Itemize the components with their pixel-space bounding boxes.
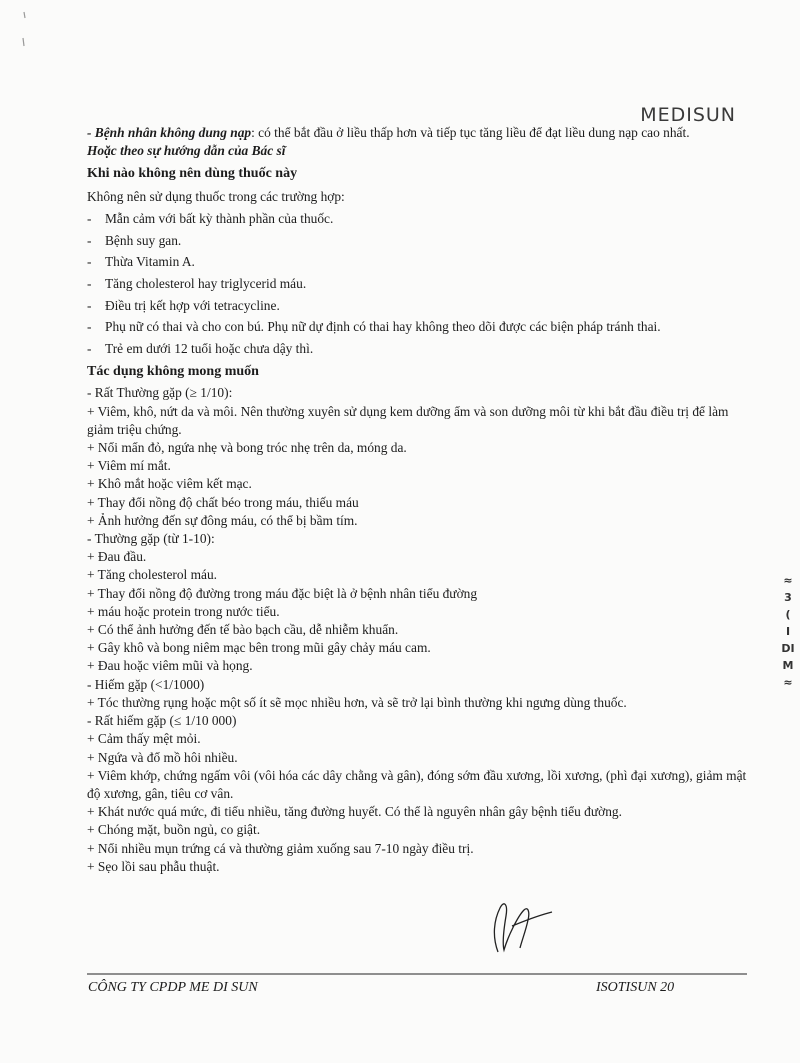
adverse-effect-item: + Đau đầu. <box>87 549 147 565</box>
adverse-effect-item: + Sẹo lồi sau phẫu thuật. <box>87 858 220 874</box>
adverse-effect-item: + Viêm mí mắt. <box>87 458 171 474</box>
list-dash: - <box>87 275 92 291</box>
contraindication-text: Điều trị kết hợp với tetracycline. <box>105 297 280 313</box>
signature <box>478 886 558 966</box>
doctor-guidance-line: Hoặc theo sự hướng dẫn của Bác sĩ <box>87 143 286 159</box>
contraindication-text: Mẫn cảm với bất kỳ thành phần của thuốc. <box>105 210 334 226</box>
list-dash: - <box>87 232 92 248</box>
frequency-heading: - Thường gặp (từ 1-10): <box>87 531 215 547</box>
stamp-glyph: 3 <box>784 591 792 604</box>
contraindication-item <box>87 275 747 293</box>
frequency-heading: - Rất Thường gặp (≥ 1/10): <box>87 385 233 401</box>
dosage-intolerant-paragraph <box>87 124 747 142</box>
adverse-effect-item: + Khát nước quá mức, đi tiểu nhiều, tăng đường huyết. Có thể là nguyên nhân gây bệnh tiểu đường. <box>87 804 622 820</box>
frequency-heading: - Rất hiếm gặp (≤ 1/10 000) <box>87 713 237 729</box>
stamp-fragment <box>776 572 800 691</box>
adverse-effect-item: + Thay đổi nồng độ đường trong máu đặc biệt là ở bệnh nhân tiểu đường <box>87 585 478 601</box>
stamp-glyph: ≈ <box>783 676 793 689</box>
footer-document-code: ISOTISUN 20 <box>596 980 675 995</box>
adverse-effect-item: + Có thể ảnh hưởng đến tế bào bạch cầu, dễ nhiễm khuẩn. <box>87 622 399 638</box>
adverse-effects-heading: Tác dụng không mong muốn <box>87 364 259 380</box>
frequency-heading: - Hiếm gặp (<1/1000) <box>87 676 205 692</box>
stamp-glyph: M <box>782 659 794 672</box>
intolerant-label: - Bệnh nhân không dung nạp <box>87 125 252 140</box>
stamp-glyph: DI <box>781 642 795 655</box>
contraindication-item <box>87 232 747 250</box>
adverse-effects-list <box>87 384 747 875</box>
footer-divider <box>87 973 747 975</box>
contraindication-text: Tăng cholesterol hay triglycerid máu. <box>105 275 307 291</box>
contraindications-intro: Không nên sử dụng thuốc trong các trường hợp: <box>87 188 345 204</box>
contraindication-text: Trẻ em dưới 12 tuổi hoặc chưa dậy thì. <box>105 341 314 357</box>
adverse-effect-item: + Thay đổi nồng độ chất béo trong máu, thiếu máu <box>87 494 359 510</box>
adverse-effect-item: + Tóc thường rụng hoặc một số ít sẽ mọc nhiều hơn, và sẽ trở lại bình thường khi ngưng dùng thuốc. <box>87 694 627 710</box>
contraindication-text: Bệnh suy gan. <box>105 232 182 248</box>
adverse-effect-item: + Đau hoặc viêm mũi và họng. <box>87 658 253 674</box>
contraindication-item <box>87 210 747 228</box>
adverse-effect-item: + Viêm khớp, chứng ngấm vôi (vôi hóa các dây chằng và gân), đóng sớm đầu xương, lồi xương, (phì đại xương), giảm mật độ xương, gân, tiêu cơ vân. <box>87 767 747 801</box>
contraindications-list <box>87 210 747 358</box>
adverse-effect-item: + Gây khô và bong niêm mạc bên trong mũi gây chảy máu cam. <box>87 640 431 656</box>
contraindication-item <box>87 297 747 315</box>
stamp-glyph: ( <box>785 608 791 621</box>
list-dash: - <box>87 341 92 357</box>
adverse-effect-item: + Cảm thấy mệt mỏi. <box>87 731 201 747</box>
adverse-effect-item: + Khô mắt hoặc viêm kết mạc. <box>87 476 252 492</box>
intolerant-text: : có thể bắt đầu ở liều thấp hơn và tiếp tục tăng liều để đạt liều dung nạp cao nhất. <box>251 125 690 140</box>
scan-mark <box>18 10 32 60</box>
adverse-effect-item: + Viêm, khô, nứt da và môi. Nên thường xuyên sử dụng kem dưỡng ẩm và son dưỡng môi từ khi bắt đầu điều trị để làm giảm triệu chứng. <box>87 403 729 437</box>
adverse-effect-item: + máu hoặc protein trong nước tiểu. <box>87 603 280 619</box>
stamp-glyph: ≈ <box>783 574 793 587</box>
contraindication-text: Phụ nữ có thai và cho con bú. Phụ nữ dự định có thai hay không theo dõi được các biện pháp tránh thai. <box>105 319 661 335</box>
list-dash: - <box>87 254 92 270</box>
contraindication-item <box>87 340 747 358</box>
stamp-glyph: I <box>785 625 791 638</box>
adverse-effect-item: + Tăng cholesterol máu. <box>87 567 218 583</box>
list-dash: - <box>87 210 92 226</box>
adverse-effect-item: + Nổi mẩn đỏ, ngứa nhẹ và bong tróc nhẹ trên da, móng da. <box>87 440 407 456</box>
contraindication-item <box>87 318 747 336</box>
adverse-effect-item: + Ảnh hưởng đến sự đông máu, có thể bị bầm tím. <box>87 512 358 528</box>
document-body <box>87 124 747 876</box>
contraindication-text: Thừa Vitamin A. <box>105 254 195 270</box>
contraindication-item <box>87 253 747 271</box>
adverse-effect-item: + Nổi nhiều mụn trứng cá và thường giảm xuống sau 7-10 ngày điều trị. <box>87 840 474 856</box>
adverse-effect-item: + Ngứa và đổ mồ hôi nhiều. <box>87 749 238 765</box>
footer-company: CÔNG TY CPDP ME DI SUN <box>88 980 258 995</box>
list-dash: - <box>87 297 92 313</box>
list-dash: - <box>87 319 92 335</box>
adverse-effect-item: + Chóng mặt, buồn ngủ, co giật. <box>87 822 261 838</box>
medisun-logo: MEDISUN <box>640 104 736 126</box>
contraindications-heading: Khi nào không nên dùng thuốc này <box>87 166 298 182</box>
